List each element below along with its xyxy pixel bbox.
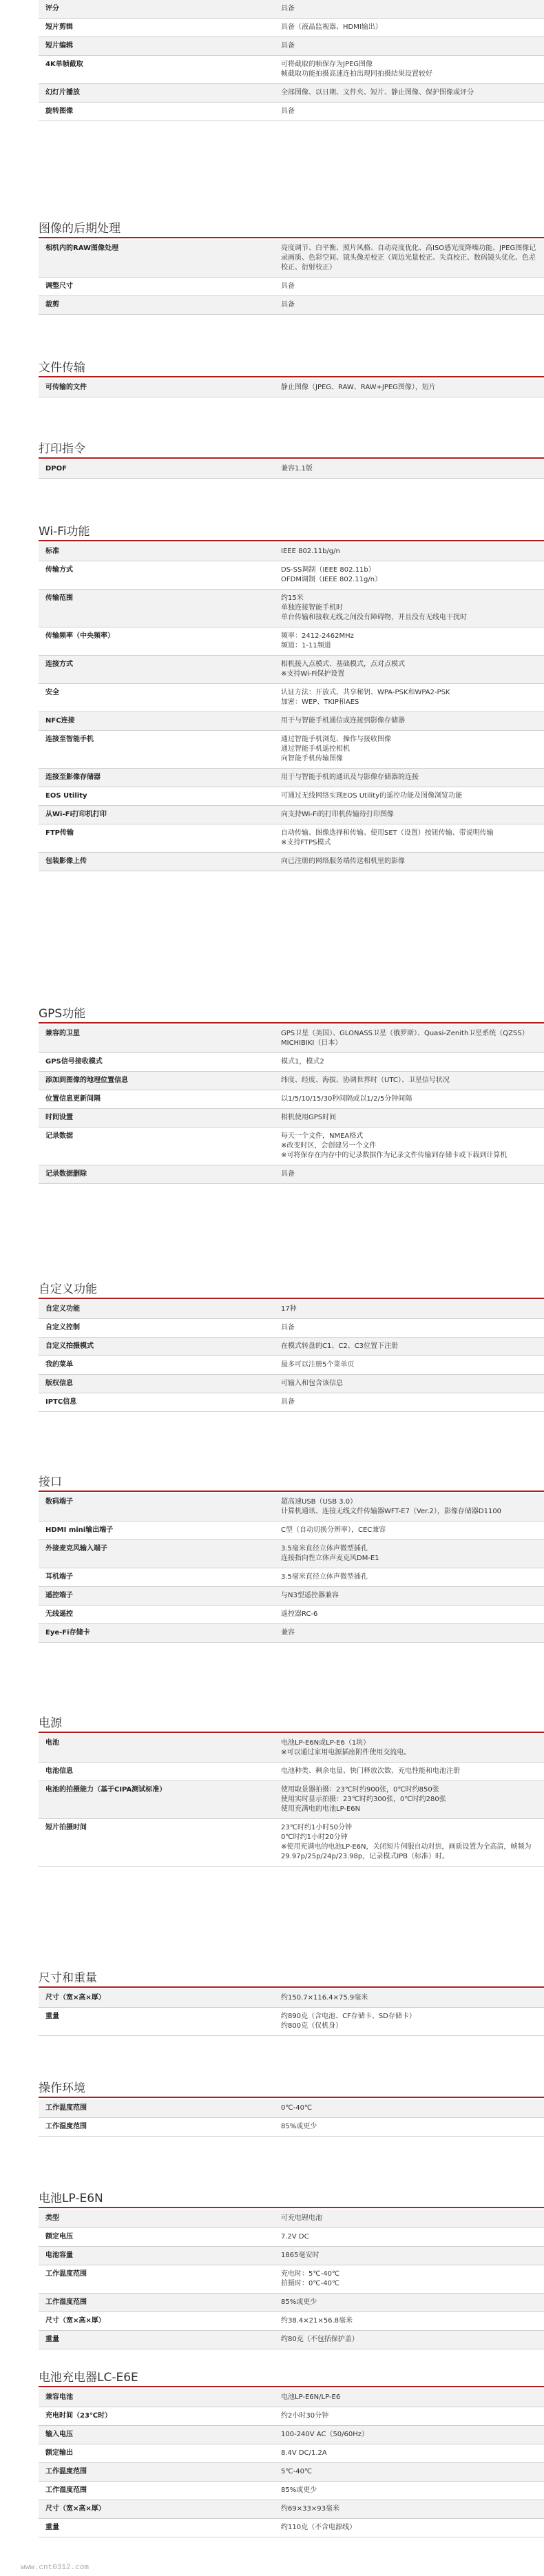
spec-value: 具备: [274, 1393, 544, 1412]
spec-row: [39, 1128, 544, 1165]
spec-value: 5℃-40℃: [274, 2463, 544, 2482]
spec-row: [39, 2312, 544, 2331]
spec-value: 兼容1.1版: [274, 460, 544, 479]
spec-row: [39, 460, 544, 479]
spec-value: 亮度调节、白平衡、照片风格、自动亮度优化、高ISO感光度降噪功能、JPEG图像记录画质、色彩空间、镜头像差校正（周边光量校正、失真校正、数码镜头优化、色差校正、衍射校正）: [274, 240, 544, 278]
section-title: 自定义功能: [39, 1281, 544, 1299]
spec-key: 耳机端子: [39, 1568, 274, 1587]
spec-key: 位置信息更新间隔: [39, 1090, 274, 1109]
spec-key: HDMI mini输出端子: [39, 1521, 274, 1540]
spec-value: 17种: [274, 1300, 544, 1319]
spec-value: 频率：2412-2462MHz 频道：1-11频道: [274, 627, 544, 656]
spec-row: [39, 19, 544, 37]
spec-value: 约80克（不包括保护盖）: [274, 2331, 544, 2349]
watermark-text: www.cnt0312.com: [21, 2564, 90, 2572]
spec-key: 充电时间（23℃时）: [39, 2407, 274, 2426]
spec-key: GPS信号接收模式: [39, 1053, 274, 1072]
spec-key: DPOF: [39, 460, 274, 479]
spec-value: 与N3型遥控器兼容: [274, 1587, 544, 1606]
spec-row: [39, 0, 544, 19]
spec-value: 3.5毫米直径立体声微型插孔 连接指向性立体声麦克风DM-E1: [274, 1540, 544, 1568]
spec-table: [39, 2210, 544, 2349]
spec-value: 约890克（含电池、CF存储卡、SD存储卡） 约800克（仅机身）: [274, 2008, 544, 2036]
spec-value: 具备: [274, 0, 544, 19]
spec-section: [39, 1281, 544, 1412]
spec-value: 电池种类、剩余电量、快门释放次数、充电性能和电池注册: [274, 1763, 544, 1781]
spec-value: 具备: [274, 103, 544, 121]
spec-value: 纬度、经度、海拔、协调世界时（UTC）、卫星信号状况: [274, 1072, 544, 1090]
spec-value: IEEE 802.11b/g/n: [274, 543, 544, 561]
spec-value: 兼容: [274, 1624, 544, 1643]
spec-value: 具备（液晶监视器、HDMI输出）: [274, 19, 544, 37]
spec-value: 8.4V DC/1.2A: [274, 2444, 544, 2463]
spec-key: 4K单帧截取: [39, 56, 274, 84]
spec-row: [39, 2500, 544, 2519]
spec-section: [39, 2190, 544, 2349]
spec-key: 工作湿度范围: [39, 2294, 274, 2312]
spec-row: [39, 2482, 544, 2500]
spec-row: [39, 240, 544, 278]
spec-key: 传输范围: [39, 590, 274, 627]
spec-key: 标准: [39, 543, 274, 561]
spec-value: 具备: [274, 1319, 544, 1338]
spec-key: 类型: [39, 2210, 274, 2228]
spec-row: [39, 1053, 544, 1072]
spec-value: 向已注册的网络服务端传送相机里的影像: [274, 853, 544, 871]
spec-section: [39, 220, 544, 315]
spec-key: 旋转图像: [39, 103, 274, 121]
spec-row: [39, 1540, 544, 1568]
spec-value: 85%或更少: [274, 2482, 544, 2500]
spec-value: 相机使用GPS时间: [274, 1109, 544, 1128]
section-title: 文件传输: [39, 360, 544, 377]
spec-key: 传输频率（中央频率）: [39, 627, 274, 656]
spec-value: 约110克（不含电源线）: [274, 2519, 544, 2537]
spec-key: 尺寸（宽×高×厚）: [39, 1989, 274, 2008]
spec-value: 0℃-40℃: [274, 2099, 544, 2118]
spec-row: [39, 84, 544, 103]
spec-key: 评分: [39, 0, 274, 19]
section-title: 电源: [39, 1715, 544, 1733]
spec-value: 约150.7×116.4×75.9毫米: [274, 1989, 544, 2008]
spec-key: 兼容的卫星: [39, 1025, 274, 1053]
spec-row: [39, 1165, 544, 1184]
spec-row: [39, 712, 544, 731]
spec-row: [39, 2407, 544, 2426]
spec-row: [39, 1606, 544, 1624]
spec-key: 幻灯片播放: [39, 84, 274, 103]
spec-key: 工作温度范围: [39, 2265, 274, 2294]
spec-row: [39, 2118, 544, 2137]
spec-key: 从Wi-Fi打印机打印: [39, 806, 274, 824]
spec-value: 每天一个文件，NMEA格式 ※改变时区，会创建另一个文件 ※可将保存在内存中的记录数据作为记录文件传输到存储卡或下载到计算机: [274, 1128, 544, 1165]
spec-key: 无线遥控: [39, 1606, 274, 1624]
spec-key: 数码端子: [39, 1493, 274, 1521]
section-title: GPS功能: [39, 1006, 544, 1024]
spec-key: 工作湿度范围: [39, 2118, 274, 2137]
spec-row: [39, 379, 544, 397]
spec-table: [39, 2389, 544, 2537]
spec-row: [39, 2294, 544, 2312]
spec-key: 兼容电池: [39, 2389, 274, 2407]
spec-key: Eye-Fi存储卡: [39, 1624, 274, 1643]
spec-row: [39, 1393, 544, 1412]
section-title: 电池LP-E6N: [39, 2190, 544, 2208]
spec-row: [39, 2426, 544, 2444]
spec-row: [39, 1624, 544, 1643]
spec-table: [39, 543, 544, 871]
spec-key: 尺寸（宽×高×厚）: [39, 2312, 274, 2331]
spec-value: 约69×33×93毫米: [274, 2500, 544, 2519]
spec-value: 在模式转盘的C1、C2、C3位置下注册: [274, 1338, 544, 1356]
spec-row: [39, 37, 544, 56]
spec-row: [39, 56, 544, 84]
spec-value: 充电时：5℃-40℃ 拍摄时：0℃-40℃: [274, 2265, 544, 2294]
spec-table: [39, 240, 544, 315]
spec-key: 输入电压: [39, 2426, 274, 2444]
spec-table: [39, 1734, 544, 1867]
section-title: 操作环境: [39, 2080, 544, 2098]
spec-row: [39, 2463, 544, 2482]
spec-value: 相机接入点模式、基础模式，点对点模式 ※支持Wi-Fi保护设置: [274, 656, 544, 684]
spec-value: 用于与智能手机的通讯及与影像存储器的连接: [274, 769, 544, 787]
spec-row: [39, 1781, 544, 1819]
spec-key: 重量: [39, 2519, 274, 2537]
spec-row: [39, 1763, 544, 1781]
spec-key: 电池信息: [39, 1763, 274, 1781]
spec-value: 1865毫安时: [274, 2247, 544, 2265]
section-title: 尺寸和重量: [39, 1970, 544, 1988]
spec-key: 可传输的文件: [39, 379, 274, 397]
spec-key: EOS Utility: [39, 787, 274, 806]
spec-key: 额定电压: [39, 2228, 274, 2247]
spec-section: [39, 2369, 544, 2537]
spec-key: 时间设置: [39, 1109, 274, 1128]
spec-value: 可将截取的帧保存为JPEG图像 帧截取功能拍摄高速连拍出现同拍摄结果设置较好: [274, 56, 544, 84]
spec-value: 以1/5/10/15/30秒间隔或以1/2/5分钟间隔: [274, 1090, 544, 1109]
spec-value: 约38.4×21×56.8毫米: [274, 2312, 544, 2331]
spec-key: 短片剪辑: [39, 19, 274, 37]
spec-value: 用于与智能手机通信或连接到影像存储器: [274, 712, 544, 731]
section-title: 电池充电器LC-E6E: [39, 2369, 544, 2387]
spec-row: [39, 731, 544, 769]
spec-value: GPS卫星（美国）、GLONASS卫星（俄罗斯）、Quasi-Zenith卫星系统（QZSS）MICHIBIKI（日本）: [274, 1025, 544, 1053]
spec-value: 全部图像、以日期、文件夹、短片、静止图像、保护图像或评分: [274, 84, 544, 103]
spec-value: 遥控器RC-6: [274, 1606, 544, 1624]
spec-row: [39, 1072, 544, 1090]
spec-value: 具备: [274, 278, 544, 296]
spec-value: DS-SS调制（IEEE 802.11b） OFDM调制（IEEE 802.11g/n）: [274, 561, 544, 590]
spec-section: [39, 1715, 544, 1867]
spec-key: 连接至智能手机: [39, 731, 274, 769]
spec-row: [39, 627, 544, 656]
spec-row: [39, 1493, 544, 1521]
spec-value: 具备: [274, 296, 544, 315]
spec-key: 添加到图像的地理位置信息: [39, 1072, 274, 1090]
spec-value: 3.5毫米直径立体声微型插孔: [274, 1568, 544, 1587]
spec-key: 安全: [39, 684, 274, 712]
spec-row: [39, 543, 544, 561]
spec-row: [39, 1319, 544, 1338]
spec-value: 通过智能手机浏览、操作与接收图像 通过智能手机遥控相机 向智能手机传输图像: [274, 731, 544, 769]
spec-row: [39, 1819, 544, 1867]
spec-key: 重量: [39, 2331, 274, 2349]
spec-key: 短片拍摄时间: [39, 1819, 274, 1867]
spec-key: 自定义拍摄模式: [39, 1338, 274, 1356]
spec-row: [39, 2265, 544, 2294]
spec-row: [39, 824, 544, 853]
spec-section: [39, 1006, 544, 1184]
spec-value: 约2小时30分钟: [274, 2407, 544, 2426]
spec-value: 具备: [274, 1165, 544, 1184]
spec-key: 重量: [39, 2008, 274, 2036]
spec-key: 工作湿度范围: [39, 2482, 274, 2500]
spec-value: 具备: [274, 37, 544, 56]
spec-row: [39, 1734, 544, 1763]
spec-table: [39, 1025, 544, 1184]
spec-key: 自定义功能: [39, 1300, 274, 1319]
spec-key: 电池: [39, 1734, 274, 1763]
spec-row: [39, 787, 544, 806]
spec-table: [39, 1493, 544, 1643]
spec-key: 连接至影像存储器: [39, 769, 274, 787]
spec-value: 超高速USB（USB 3.0） 计算机通讯、连接无线文件传输器WFT-E7（Ver.2），影像存储器D1100: [274, 1493, 544, 1521]
spec-key: 裁剪: [39, 296, 274, 315]
spec-value: 使用取景器拍摄：23℃时约900张，0℃时约850张 使用实时显示拍摄：23℃时约300张，0℃时约280张 使用充满电的电池LP-E6N: [274, 1781, 544, 1819]
spec-section: [39, 1474, 544, 1643]
spec-table: [39, 2099, 544, 2137]
spec-key: 额定输出: [39, 2444, 274, 2463]
section-title: 接口: [39, 1474, 544, 1492]
spec-row: [39, 2008, 544, 2036]
spec-key: 调整尺寸: [39, 278, 274, 296]
spec-key: 尺寸（宽×高×厚）: [39, 2500, 274, 2519]
spec-value: 电池LP-E6N/LP-E6: [274, 2389, 544, 2407]
spec-row: [39, 590, 544, 627]
spec-row: [39, 656, 544, 684]
spec-row: [39, 1356, 544, 1375]
spec-key: 短片编辑: [39, 37, 274, 56]
spec-value: 认证方法：开放式、共享秘钥、WPA-PSK和WPA2-PSK 加密：WEP、TKIP和AES: [274, 684, 544, 712]
spec-table: [39, 0, 544, 121]
spec-row: [39, 2519, 544, 2537]
spec-key: FTP传输: [39, 824, 274, 853]
section-title: 图像的后期处理: [39, 220, 544, 238]
spec-section: [39, 441, 544, 479]
spec-row: [39, 1109, 544, 1128]
spec-key: 工作温度范围: [39, 2463, 274, 2482]
spec-row: [39, 1025, 544, 1053]
spec-key: 我的菜单: [39, 1356, 274, 1375]
spec-table: [39, 1989, 544, 2036]
spec-row: [39, 769, 544, 787]
spec-key: 记录数据删除: [39, 1165, 274, 1184]
spec-row: [39, 2444, 544, 2463]
spec-row: [39, 1521, 544, 1540]
spec-row: [39, 296, 544, 315]
section-top-continued: [39, 0, 544, 121]
spec-row: [39, 1090, 544, 1109]
spec-row: [39, 103, 544, 121]
spec-value: 自动传输、图像选择和传输、使用SET（设置）按钮传输、带说明传输 ※支持FTPS模式: [274, 824, 544, 853]
spec-row: [39, 2228, 544, 2247]
spec-key: 传输方式: [39, 561, 274, 590]
spec-key: 电池容量: [39, 2247, 274, 2265]
spec-value: 可通过无线网络实现EOS Utility的遥控功能及图像浏览功能: [274, 787, 544, 806]
spec-key: 版权信息: [39, 1375, 274, 1393]
spec-row: [39, 806, 544, 824]
spec-value: 100-240V AC（50/60Hz）: [274, 2426, 544, 2444]
spec-row: [39, 1338, 544, 1356]
spec-row: [39, 2331, 544, 2349]
spec-row: [39, 561, 544, 590]
spec-value: 23℃时约1小时50分钟 0℃时约1小时20分钟 ※使用充满电的电池LP-E6N，关闭短片伺服自动对焦，画质设置为全高清，帧频为29.97p/25p/24p/23.98p，记录模式IPB（标准）时。: [274, 1819, 544, 1867]
spec-value: 静止图像（JPEG、RAW、RAW+JPEG图像），短片: [274, 379, 544, 397]
spec-section: [39, 523, 544, 871]
spec-row: [39, 1587, 544, 1606]
spec-value: 最多可以注册5个菜单页: [274, 1356, 544, 1375]
spec-value: C型（自动切换分辨率），CEC兼容: [274, 1521, 544, 1540]
spec-key: 连接方式: [39, 656, 274, 684]
spec-row: [39, 1300, 544, 1319]
spec-row: [39, 2389, 544, 2407]
section-title: Wi-Fi功能: [39, 523, 544, 541]
spec-value: 向支持Wi-Fi的打印机传输待打印图像: [274, 806, 544, 824]
spec-key: 工作温度范围: [39, 2099, 274, 2118]
spec-value: 85%或更少: [274, 2294, 544, 2312]
spec-row: [39, 1989, 544, 2008]
spec-row: [39, 853, 544, 871]
section-title: 打印指令: [39, 441, 544, 459]
spec-row: [39, 1375, 544, 1393]
spec-value: 可充电锂电池: [274, 2210, 544, 2228]
spec-table: [39, 460, 544, 479]
spec-row: [39, 2247, 544, 2265]
spec-row: [39, 1568, 544, 1587]
spec-section: [39, 2080, 544, 2137]
spec-value: 7.2V DC: [274, 2228, 544, 2247]
spec-key: 包装影像上传: [39, 853, 274, 871]
spec-row: [39, 2099, 544, 2118]
spec-key: 记录数据: [39, 1128, 274, 1165]
spec-row: [39, 278, 544, 296]
spec-key: 遥控端子: [39, 1587, 274, 1606]
spec-value: 约15米 单独连接智能手机时 单台传输和接收无线之间没有障碍物，并且没有无线电干扰时: [274, 590, 544, 627]
spec-key: 外接麦克风输入端子: [39, 1540, 274, 1568]
spec-key: 自定义控制: [39, 1319, 274, 1338]
spec-key: 相机内的RAW图像处理: [39, 240, 274, 278]
spec-section: [39, 1970, 544, 2036]
spec-key: 电池的拍摄能力（基于CIPA测试标准）: [39, 1781, 274, 1819]
spec-value: 85%或更少: [274, 2118, 544, 2137]
spec-key: IPTC信息: [39, 1393, 274, 1412]
spec-table: [39, 379, 544, 397]
spec-value: 可输入和包含该信息: [274, 1375, 544, 1393]
spec-value: 模式1，模式2: [274, 1053, 544, 1072]
spec-row: [39, 2210, 544, 2228]
spec-section: [39, 360, 544, 397]
spec-table: [39, 1300, 544, 1412]
spec-row: [39, 684, 544, 712]
spec-value: 电池LP-E6N或LP-E6（1块） ※可以通过家用电源插座附件使用交流电。: [274, 1734, 544, 1763]
spec-key: NFC连接: [39, 712, 274, 731]
